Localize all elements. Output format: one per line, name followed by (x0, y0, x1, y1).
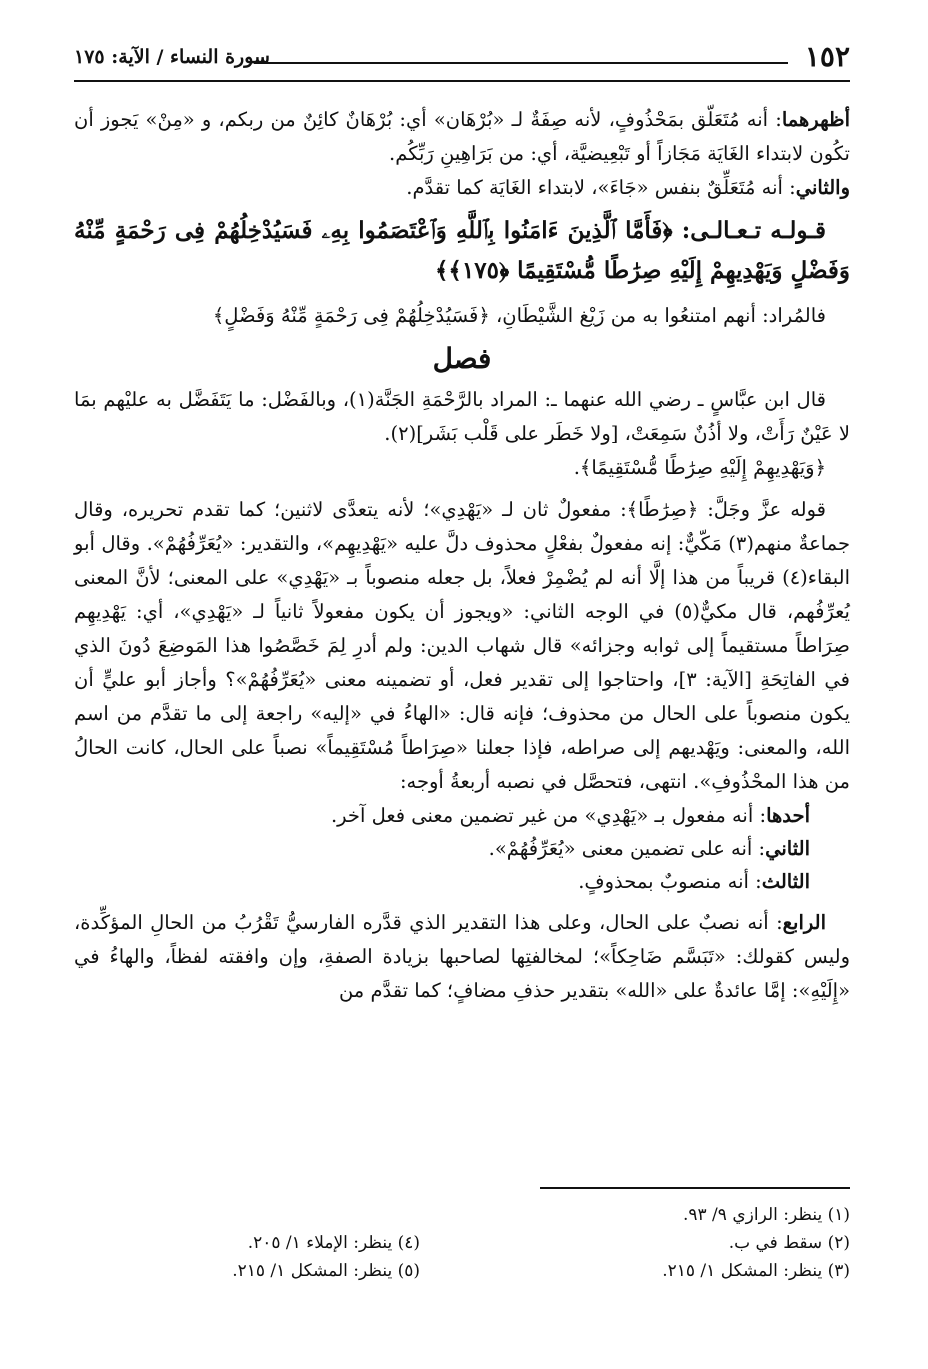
list-item-lead: الثاني (765, 837, 810, 860)
paragraph-meaning: فالمُراد: أنهم امتنعُوا به من زَيْغ الشَّيْطَانِ، ﴿فَسَيُدْخِلُهُمْ فِى رَحْمَةٍ مِّنْهُ وَفَضْلٍ﴾ (212, 304, 826, 327)
paragraph-second-view (74, 171, 850, 205)
verse-text: ﴿فَأَمَّا ٱلَّذِينَ ءَامَنُوا بِٱللَّهِ وَٱعْتَصَمُوا بِهِۦ فَسَيُدْخِلُهُمْ فِى رَحْمَةٍ مِّنْهُ وَفَضْلٍ وَيَهْدِيهِمْ إِلَيْهِ صِرَٰطًا مُّسْتَقِيمًا ﴿١٧٥﴾﴾ (74, 217, 850, 284)
paragraph-lead: والثاني (795, 176, 850, 199)
quran-verse (74, 211, 850, 291)
footnote: (٢) سقط في ب. (728, 1233, 850, 1253)
paragraph-first-view (74, 103, 850, 171)
page-number: ١٥٢ (804, 40, 850, 73)
paragraph-lead: الرابع (782, 911, 826, 934)
list-item-text: : أنه مفعول بـ «يَهْدِي» من غير تضمين معنى فعل آخر. (330, 804, 767, 827)
footnote: (٣) ينظر: المشكل ١/ ٢١٥. (662, 1261, 850, 1281)
list-item-lead: الثالث (761, 870, 810, 893)
footnotes-left-column (120, 1229, 420, 1285)
footnotes-right-column (550, 1201, 850, 1285)
footnote: (٥) ينظر: المشكل ١/ ٢١٥. (232, 1261, 420, 1281)
paragraph-lead: أظهرهما (781, 108, 850, 131)
footnote-rule (540, 1187, 850, 1189)
verse-intro: قـولـه تـعـالـى: (672, 217, 826, 244)
surah-info: سورة النساء / الآية: ١٧٥ (74, 46, 270, 68)
paragraph-text: : أنه مُتَعَلّق بمَحْذُوفٍ، لأنه صِفَةٌ لـ «بُرْهَان» أي: بُرْهَانٌ كائِنٌ من ربكم، و «مِنْ» يَجوز أن تكُون لابتداء الغَايَة مَجَازاً أو تَبْعِيضيَّة، أي: من بَرَاهِينِ رَبِّكُم. (74, 108, 850, 165)
paragraph-ibn-abbas: قال ابن عبَّاسٍ ـ رضي الله عنهما ـ: المراد بالرَّحْمَةِ الجَنَّة(١)، وبالفَضْل: ما يَتَفَضَّل به عليْهم بمَا لا عَيْنٌ رَأَتْ، ولا أذُنٌ سَمِعَتْ، [ولا خَطَر على قَلْب بَشَر](٢). (74, 388, 850, 445)
paragraph-fourth-view (74, 906, 850, 1008)
page-header (74, 40, 850, 82)
list-item (74, 799, 850, 832)
page-body (74, 103, 850, 1008)
footnote: (١) ينظر: الرازي ٩/ ٩٣. (682, 1205, 850, 1225)
section-heading: فصل (432, 342, 492, 375)
paragraph-grammar: قوله عزَّ وجَلَّ: ﴿صِرَٰطًا﴾: مفعولٌ ثان لـ «يَهْدِي»؛ لأنه يتعدَّى لاثنين؛ كما تقدم تحريره، وقال جماعةٌ منهم(٣) مَكّيٌّ: إنه مفعولٌ بفعْلٍ محذوف دلَّ عليه «يَهْدِيهِم»، والتقدير: «يُعَرِّفُهُمْ». وقال أبو البقاء(٤) قريباً من هذا إلَّا أنه لم يُضْمِرْ فعلاً، بل جعله منصوباً بـ «يَهْدِي» على المعنى؛ لأنَّ المعنى يُعرِّفُهم، قال مكيٌّ(٥) في الوجه الثاني: «ويجوز أن يكون مفعولاً ثانياً لـ «يَهْدِي»، أي: يَهْدِيهِم صِرَاطاً مستقيماً إلى ثوابه وجزائه» قال شهاب الدين: ولم أدرِ لِمَ خَصَّصُوا هذا المَوضِعَ دُونَ الذي في الفاتِحَةِ [الآية: ٣]، واحتاجوا إلى تقدير فعل، أو تضمينه معنى «يُعَرِّفُهُمْ»؟ وأجاز أبو عليٍّ أن يكون منصوباً على الحال من محذوف؛ فإنه قال: «الهاءُ في «إليه» راجعة إلى ما تقدَّم من اسم الله، والمعنى: ويَهْديهم إلى صراطه، فإذا جعلنا «صِرَاطاً مُسْتَقِيماً» نصباً على الحال، كانت الحالُ من هذا المحْذُوفِ». انتهى، فتحصَّل في نصبه أربعةُ أوجه: (74, 498, 850, 793)
list-item-text: : أنه على تضمين معنى «يُعَرِّفُهُمْ». (488, 837, 766, 860)
paragraph-text: : أنه نصبٌ على الحال، وعلى هذا التقدير الذي قدَّره الفارسيُّ تَقْرُبُ من الحالِ المؤكِّدة، وليس كقولك: «تَبَسَّم ضَاحِكاً»؛ لمخالفتِها لصاحبها بزيادة الصفةِ، وإن وافقته لفظاً، والهاءُ في «إِلَيْهِ»: إمَّا عائدةٌ على «الله» بتقدير حذفِ مضافٍ؛ كما تقدَّم من (74, 911, 850, 1002)
list-item-text: : أنه منصوبٌ بمحذوفٍ. (578, 870, 762, 893)
list-item (74, 832, 850, 865)
list-item (74, 865, 850, 898)
footnotes (74, 1187, 850, 1297)
paragraph-verse-quote: ﴿وَيَهْدِيهِمْ إِلَيْهِ صِرَٰطًا مُّسْتَقِيمًا﴾. (573, 456, 826, 479)
paragraph-text: : أنه مُتَعَلِّقٌ بنفس «جَاءَ»، لابتداء الغَايَة كما تقدَّم. (406, 176, 796, 199)
header-divider (254, 62, 788, 64)
list-item-lead: أحدها (766, 804, 810, 827)
footnote: (٤) ينظر: الإملاء ١/ ٢٠٥. (247, 1233, 420, 1253)
